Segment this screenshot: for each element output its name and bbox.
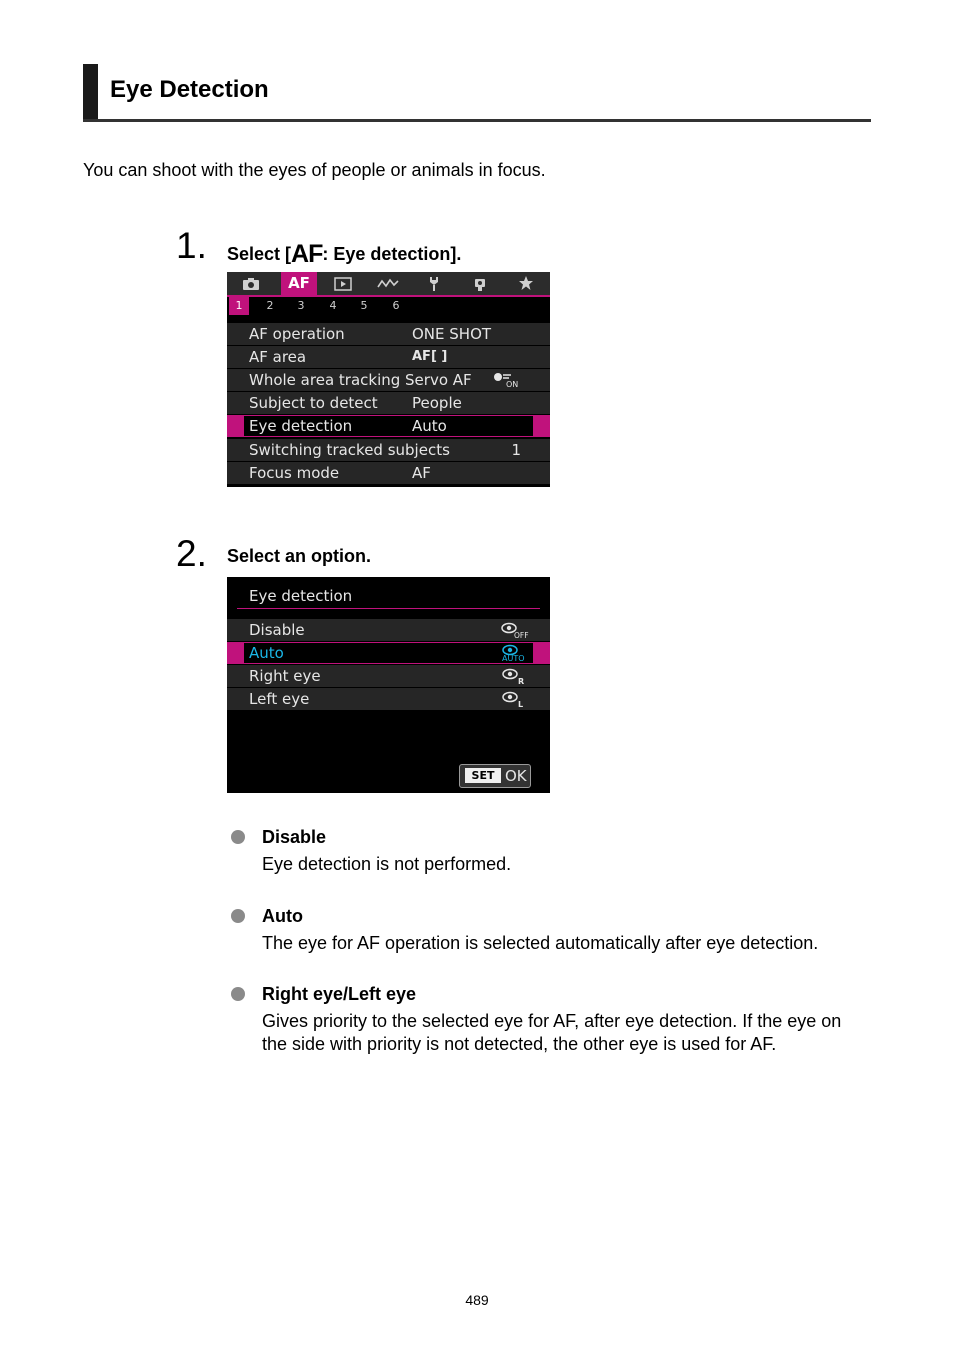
option-label: Auto xyxy=(249,644,284,662)
menu-row-subject-to-detect[interactable] xyxy=(227,392,550,414)
screen-title-rule xyxy=(237,608,540,609)
camera-menu-screen xyxy=(227,272,550,487)
subtab-1[interactable]: 1 xyxy=(229,297,249,315)
setup-tab-icon[interactable] xyxy=(418,272,449,295)
bullet-dot xyxy=(231,909,245,923)
set-ok-button[interactable] xyxy=(459,764,531,788)
af-area-value: AF[ ] xyxy=(412,349,448,364)
bullet-desc-auto: The eye for AF operation is selected automatically after eye detection. xyxy=(262,933,819,953)
option-left-eye[interactable] xyxy=(227,688,550,710)
page-number: 489 xyxy=(465,1292,489,1308)
option-label: Disable xyxy=(249,621,305,639)
menu-row-label: Switching tracked subjects xyxy=(249,441,450,459)
bullet-dot xyxy=(231,830,245,844)
step-2-text: Select an option. xyxy=(227,546,372,566)
screen-title: Eye detection xyxy=(249,587,353,605)
eye-left-icon xyxy=(501,690,527,708)
menu-tab-bar xyxy=(227,272,550,295)
custom-functions-tab-icon[interactable] xyxy=(464,272,495,295)
menu-row-focus-mode[interactable] xyxy=(227,462,550,484)
eye-off-icon xyxy=(501,621,527,639)
bullet-title-disable: Disable xyxy=(262,827,327,847)
heading-bar xyxy=(83,64,98,122)
bullet-title-auto: Auto xyxy=(262,906,303,926)
subtab-5[interactable]: 5 xyxy=(360,299,368,312)
menu-row-label: Eye detection xyxy=(249,417,353,435)
option-label: Left eye xyxy=(249,690,310,708)
bullet-desc-right-left-eye: Gives priority to the selected eye for AF, after eye detection. If the eye on the side with priority is not detected, the other eye is used for AF. xyxy=(262,1011,842,1054)
menu-row-value: People xyxy=(412,394,462,412)
menu-row-label: AF area xyxy=(249,348,307,366)
subtab-4[interactable]: 4 xyxy=(329,299,337,312)
eye-right-icon xyxy=(501,667,527,685)
bullet-dot xyxy=(231,987,245,1001)
subtab-3[interactable]: 3 xyxy=(297,299,305,312)
wireless-tab-icon[interactable] xyxy=(372,272,403,295)
menu-row-switching-tracked-subjects[interactable] xyxy=(227,439,550,461)
eye-detection-screen xyxy=(227,577,550,793)
eye-auto-icon xyxy=(501,644,527,662)
heading-rule xyxy=(83,119,871,122)
intro-text: You can shoot with the eyes of people or animals in focus. xyxy=(83,160,546,180)
menu-row-whole-area-tracking[interactable] xyxy=(227,369,550,391)
menu-row-value: ONE SHOT xyxy=(412,325,492,343)
svg-text:L: L xyxy=(518,700,524,709)
step-1-text-before: Select [ xyxy=(227,244,292,264)
svg-text:ON: ON xyxy=(506,380,519,389)
my-menu-star-icon[interactable] xyxy=(510,272,541,295)
page-title: Eye Detection xyxy=(110,76,269,103)
menu-row-label: Focus mode xyxy=(249,464,340,482)
step-1-text xyxy=(227,240,461,269)
option-auto[interactable] xyxy=(227,642,550,664)
menu-row-af-area[interactable] xyxy=(227,346,550,368)
menu-row-eye-detection[interactable] xyxy=(227,415,550,437)
svg-text:R: R xyxy=(518,677,525,686)
menu-row-value: 1 xyxy=(511,441,521,459)
tab-af[interactable]: AF xyxy=(281,272,317,295)
subtab-2[interactable]: 2 xyxy=(266,299,274,312)
menu-row-af-operation[interactable] xyxy=(227,323,550,345)
step-2-number: 2. xyxy=(176,533,207,574)
menu-row-label: Whole area tracking Servo AF xyxy=(249,371,472,389)
bullet-desc-disable: Eye detection is not performed. xyxy=(262,854,512,874)
tracking-on-icon xyxy=(493,370,519,393)
subtab-6[interactable]: 6 xyxy=(392,299,400,312)
menu-row-label: AF operation xyxy=(249,325,345,343)
shooting-tab-icon[interactable] xyxy=(235,272,266,295)
option-disable[interactable] xyxy=(227,619,550,641)
menu-row-value: Auto xyxy=(412,417,447,435)
step-1-text-after: : Eye detection]. xyxy=(322,244,462,264)
set-label: SET xyxy=(465,768,501,783)
step-1-number: 1. xyxy=(176,225,207,266)
af-tab-icon: AF xyxy=(291,240,323,268)
menu-row-label: Subject to detect xyxy=(249,394,378,412)
menu-row-value: AF xyxy=(412,464,431,482)
svg-text:OFF: OFF xyxy=(514,631,529,640)
bullet-title-right-left-eye: Right eye/Left eye xyxy=(262,984,417,1004)
svg-text:AUTO: AUTO xyxy=(502,654,525,663)
option-label: Right eye xyxy=(249,667,321,685)
ok-label: OK xyxy=(505,767,527,785)
option-right-eye[interactable] xyxy=(227,665,550,687)
playback-tab-icon[interactable] xyxy=(327,272,358,295)
subtab-bar xyxy=(227,297,550,315)
